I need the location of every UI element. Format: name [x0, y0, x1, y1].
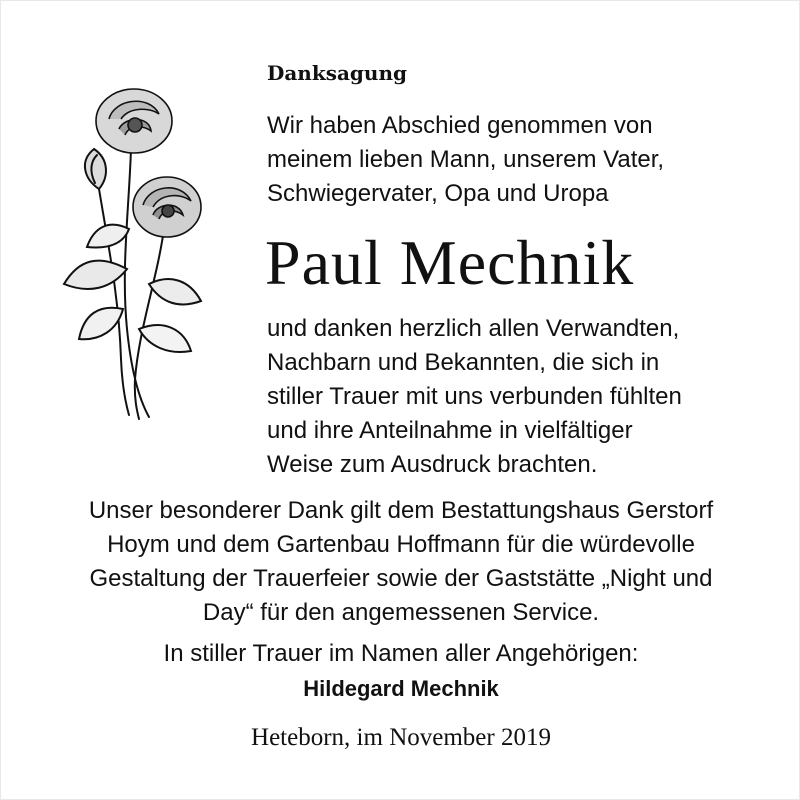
thanks-line: und ihre Anteilnahme in vielfältiger	[267, 417, 633, 444]
special-thanks-line: Gestaltung der Trauerfeier sowie der Gaststätte „Night und	[89, 565, 713, 592]
thanks-text	[267, 312, 787, 482]
thanks-line: und danken herzlich allen Verwandten,	[267, 315, 680, 342]
signatory-name: Hildegard Mechnik	[303, 676, 499, 701]
special-thanks-line: Hoym und dem Gartenbau Hoffmann für die würdevolle	[107, 531, 695, 558]
intro-line: Schwiegervater, Opa und Uropa	[267, 180, 609, 207]
roses-illustration-icon	[39, 79, 219, 424]
place-date: Heteborn, im November 2019	[251, 724, 551, 751]
thanks-line: Weise zum Ausdruck brachten.	[267, 451, 598, 478]
deceased-name: Paul Mechnik	[265, 227, 635, 298]
special-thanks-text	[31, 494, 771, 630]
notice-heading: Danksagung	[267, 61, 407, 85]
signoff-text: In stiller Trauer im Namen aller Angehörigen:	[163, 640, 639, 667]
special-thanks-line: Day“ für den angemessenen Service.	[202, 599, 600, 626]
special-thanks-line: Unser besonderer Dank gilt dem Bestattungshaus Gerstorf	[88, 497, 714, 524]
intro-line: meinem lieben Mann, unserem Vater,	[267, 146, 665, 173]
thanks-line: stiller Trauer mit uns verbunden fühlten	[267, 383, 682, 410]
thanks-line: Nachbarn und Bekannten, die sich in	[267, 349, 660, 376]
intro-line: Wir haben Abschied genommen von	[267, 112, 653, 139]
intro-text	[267, 109, 767, 211]
